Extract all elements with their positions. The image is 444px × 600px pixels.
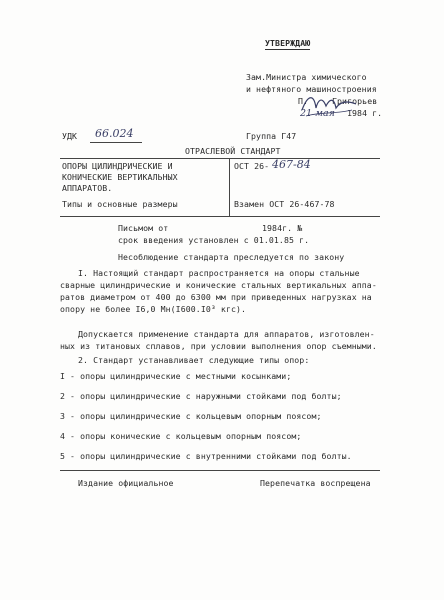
para-3: 2. Стандарт устанавливает следующие типы опор: <box>78 355 310 365</box>
para-2-line-2: ных из титановых сплавов, при условии выполнения опор съемными. <box>60 341 377 351</box>
ost-replaces: Взамен ОСТ 26-467-78 <box>234 199 335 209</box>
letter-year-number: 1984г. № <box>262 223 303 233</box>
approval-date-handwritten: 21 мая <box>300 108 335 119</box>
para-1-line-3: ратов диаметром от 400 до 6300 мм при приведенных нагрузках на <box>60 292 372 302</box>
para-2-line-1: Допускается применение стандарта для аппаратов, изготовлен- <box>78 329 375 339</box>
approval-line-1: Зам.Министра химического <box>246 72 367 82</box>
header-divider <box>229 158 230 216</box>
udk-label: УДК <box>62 131 78 141</box>
type-item-5: 5 - опоры цилиндрические с внутренними стойками под болты. <box>60 451 352 461</box>
effective-date: срок введения установлен с 01.01.85 г. <box>118 235 310 245</box>
approval-title: УТВЕРЖДАЮ <box>265 38 311 48</box>
ost-number-handwritten: 467-84 <box>272 158 311 171</box>
para-1-line-1: I. Настоящий стандарт распространяется на опоры стальные <box>78 268 360 278</box>
para-1-line-2: сварные цилиндрические и конические стальных вертикальных аппа- <box>60 280 377 290</box>
udk-underline <box>90 142 142 143</box>
ost-prefix: ОСТ 26- <box>234 161 270 171</box>
doc-title-line-1: ОПОРЫ ЦИЛИНДРИЧЕСКИЕ И <box>62 161 173 171</box>
standard-type: ОТРАСЛЕВОЙ СТАНДАРТ <box>185 146 281 156</box>
footer-rule <box>60 470 380 471</box>
header-top-rule <box>60 158 380 159</box>
letter-date-label: Письмом от <box>118 223 169 233</box>
approval-name: Григорьев <box>332 96 378 106</box>
approval-line-2: и нефтяного машиностроения <box>246 84 377 94</box>
doc-title-line-3: АППАРАТОВ. <box>62 183 113 193</box>
footer-reprint-prohibited: Перепечатка воспрещена <box>260 478 371 488</box>
group-code: Группа Г47 <box>246 131 297 141</box>
approval-name-prefix: П. <box>298 96 309 106</box>
type-item-2: 2 - опоры цилиндрические с наружными стойками под болты; <box>60 391 342 401</box>
approval-year: 1984 г. <box>347 108 383 118</box>
doc-title-line-4: Типы и основные размеры <box>62 199 178 209</box>
para-1-line-4: опору не более I6,0 Мн(I600.I0³ кгс). <box>60 304 247 314</box>
udk-value-handwritten: 66.024 <box>95 127 134 140</box>
type-item-1: I - опоры цилиндрические с местными косынками; <box>60 371 292 381</box>
type-item-3: 3 - опоры цилиндрические с кольцевым опорным поясом; <box>60 411 322 421</box>
footer-official-edition: Издание официальное <box>78 478 174 488</box>
header-bottom-rule <box>60 216 380 217</box>
type-item-4: 4 - опоры конические с кольцевым опорным поясом; <box>60 431 302 441</box>
doc-title-line-2: КОНИЧЕСКИЕ ВЕРТИКАЛЬНЫХ <box>62 172 178 182</box>
law-notice: Несоблюдение стандарта преследуется по закону <box>118 252 345 262</box>
